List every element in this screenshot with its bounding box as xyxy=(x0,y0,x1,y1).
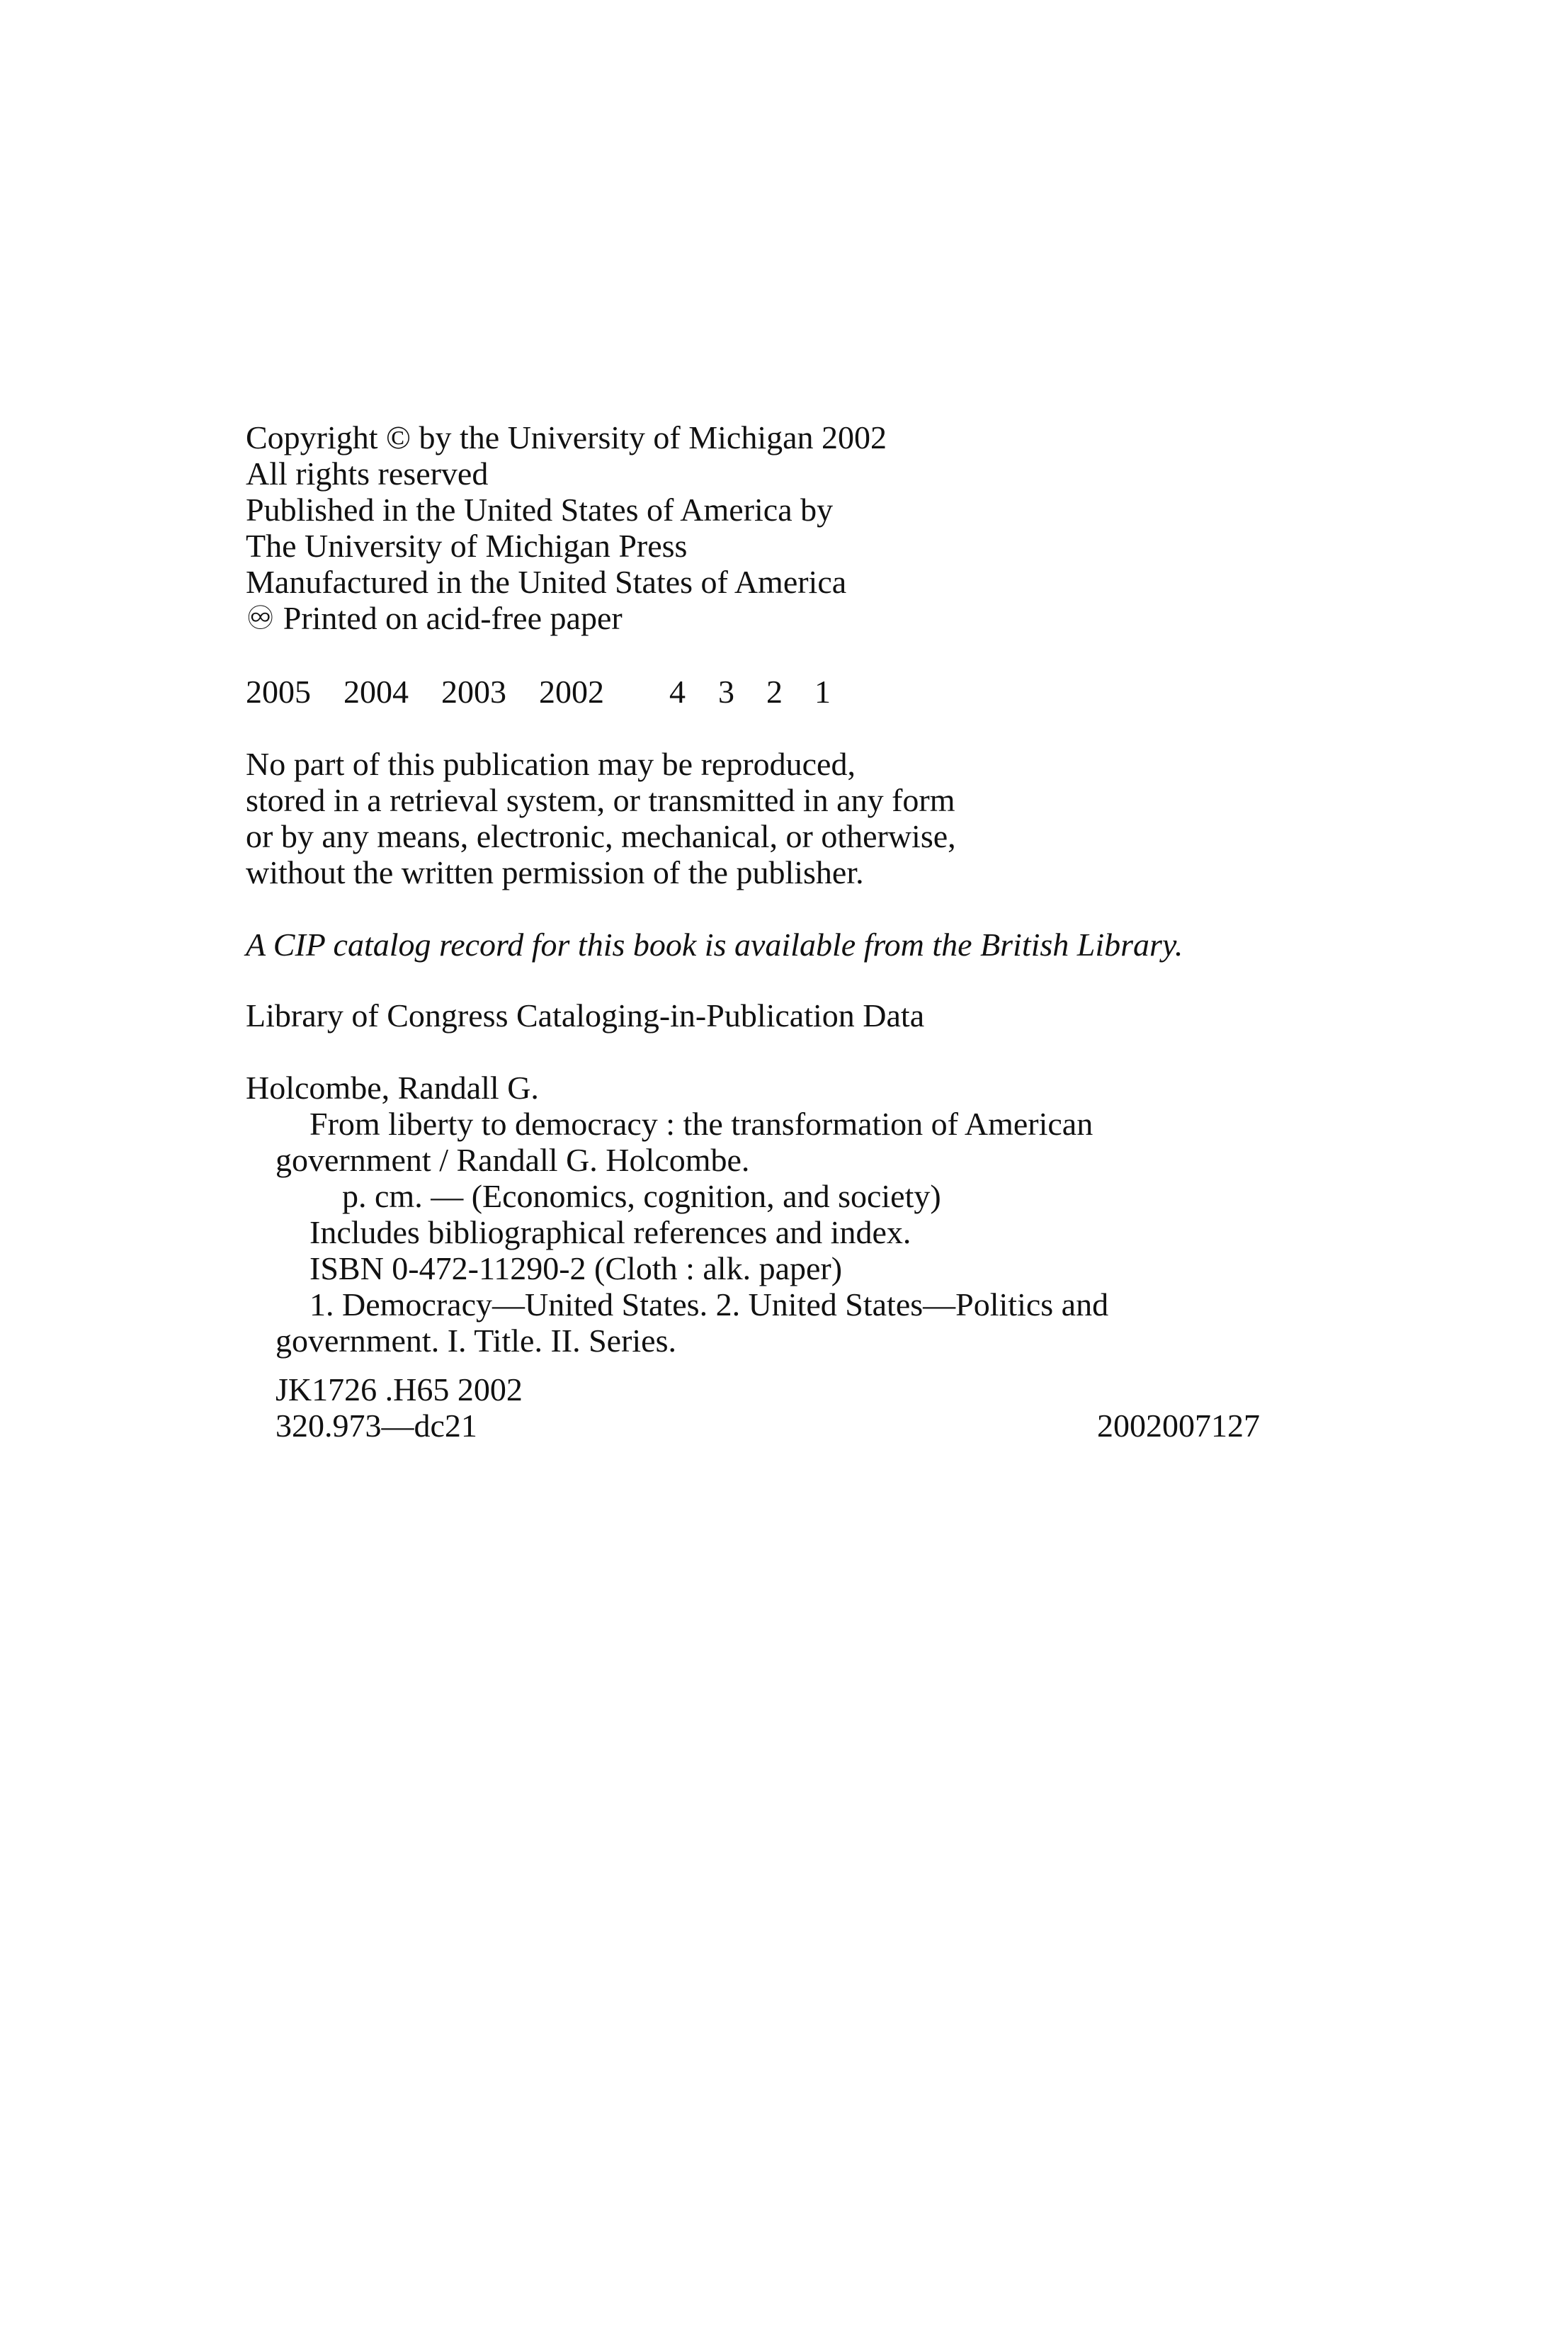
catalog-subjects: 1. Democracy—United States. 2. United States—Politics and xyxy=(309,1286,1109,1323)
manufactured-line: Manufactured in the United States of America xyxy=(246,564,847,600)
catalog-notes: Includes bibliographical references and index. xyxy=(309,1214,911,1250)
catalog-author: Holcombe, Randall G. xyxy=(246,1070,539,1106)
catalog-record xyxy=(246,1070,1266,1359)
printing-line xyxy=(246,674,1266,710)
catalog-title-continued: government / Randall G. Holcombe. xyxy=(275,1142,750,1178)
reproduction-rights-notice xyxy=(246,746,1266,890)
british-library-cip-line: A CIP catalog record for this book is available from the British Library. xyxy=(246,927,1183,963)
acid-free-paper-line: ♾ Printed on acid-free paper xyxy=(246,600,623,636)
dewey-number: 320.973—dc21 xyxy=(275,1408,477,1444)
printing-number: 4 xyxy=(669,674,686,710)
printing-year: 2003 xyxy=(441,674,506,710)
lc-call-number: JK1726 .H65 2002 xyxy=(275,1371,523,1408)
publisher-line: The University of Michigan Press xyxy=(246,528,688,564)
printing-number: 3 xyxy=(718,674,734,710)
catalog-physical-description: p. cm. — (Economics, cognition, and society) xyxy=(342,1178,941,1214)
printing-year: 2002 xyxy=(539,674,604,710)
classification-numbers xyxy=(275,1371,1260,1444)
loc-heading-line: Library of Congress Cataloging-in-Publication Data xyxy=(246,997,925,1034)
printing-year: 2005 xyxy=(246,674,311,710)
catalog-subjects-continued: government. I. Title. II. Series. xyxy=(275,1323,676,1359)
rights-line: without the written permission of the publisher. xyxy=(246,854,864,890)
published-line: Published in the United States of America by xyxy=(246,492,834,528)
lccn-number: 2002007127 xyxy=(1097,1408,1260,1444)
printing-number: 2 xyxy=(766,674,783,710)
rights-line: or by any means, electronic, mechanical, or otherwise, xyxy=(246,818,956,854)
rights-line: No part of this publication may be reproduced, xyxy=(246,746,856,782)
printing-number: 1 xyxy=(814,674,831,710)
rights-reserved-line: All rights reserved xyxy=(246,455,489,492)
printing-year: 2004 xyxy=(343,674,409,710)
rights-line: stored in a retrieval system, or transmitted in any form xyxy=(246,782,955,818)
catalog-isbn: ISBN 0-472-11290-2 (Cloth : alk. paper) xyxy=(309,1250,843,1286)
british-library-cip-note xyxy=(246,927,1266,963)
catalog-title: From liberty to democracy : the transformation of American xyxy=(309,1106,1093,1142)
copyright-line: Copyright © by the University of Michigan 2002 xyxy=(246,419,887,455)
loc-cip-heading xyxy=(246,997,1266,1034)
copyright-notice xyxy=(246,419,1266,636)
